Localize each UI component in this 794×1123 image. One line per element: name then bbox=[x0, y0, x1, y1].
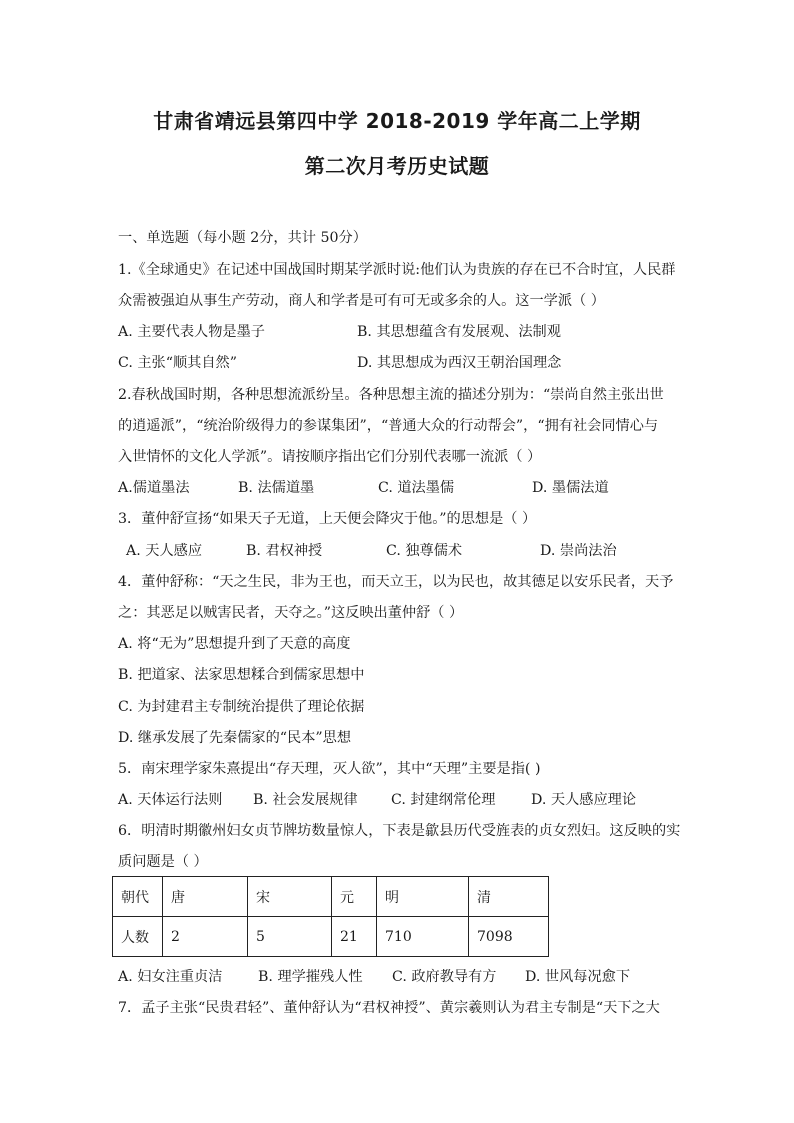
q2-option-c: C. 道法墨儒 bbox=[378, 480, 455, 496]
q4-option-d: D. 继承发展了先秦儒家的“民本”思想 bbox=[118, 730, 352, 746]
table-cell: 21 bbox=[332, 917, 377, 957]
q2-option-d: D. 墨儒法道 bbox=[532, 480, 609, 496]
table-row bbox=[113, 917, 549, 957]
q4-option-b: B. 把道家、法家思想糅合到儒家思想中 bbox=[118, 667, 365, 683]
q3-option-d: D. 崇尚法治 bbox=[540, 543, 617, 559]
q5-stem: 5．南宋理学家朱熹提出“存天理，灭人欲”，其中“天理”主要是指( ) bbox=[118, 761, 541, 777]
q6-option-a: A. 妇女注重贞洁 bbox=[118, 969, 223, 985]
q6-data-table bbox=[112, 876, 549, 957]
q4-option-a: A. 将“无为”思想提升到了天意的高度 bbox=[118, 636, 351, 652]
title-school-line: 甘肃省靖远县第四中学 2018-2019 学年高二上学期 bbox=[153, 109, 641, 133]
table-cell: 2 bbox=[163, 917, 248, 957]
q1-stem-line1: 1.《全球通史》在记述中国战国时期某学派时说:他们认为贵族的存在已不合时宜，人民群 bbox=[118, 262, 676, 278]
q2-stem-line2: 的逍遥派”，“统治阶级得力的参谋集团”，“普通大众的行动帮会”，“拥有社会同情心与 bbox=[118, 418, 659, 434]
table-cell: 710 bbox=[377, 917, 469, 957]
q1-option-a: A. 主要代表人物是墨子 bbox=[118, 324, 265, 340]
q2-option-a: A.儒道墨法 bbox=[118, 480, 190, 496]
q2-stem-line3: 入世情怀的文化人学派”。请按顺序指出它们分别代表哪一流派（ ） bbox=[118, 449, 542, 465]
table-cell: 人数 bbox=[113, 917, 163, 957]
q5-option-a: A. 天体运行法则 bbox=[118, 792, 223, 808]
q1-stem-line2: 众需被强迫从事生产劳动，商人和学者是可有可无或多余的人。这一学派（ ） bbox=[118, 293, 605, 309]
q4-stem-line2: 之：其恶足以贼害民者，天夺之。”这反映出董仲舒（ ） bbox=[118, 605, 464, 621]
q6-option-c: C. 政府教导有方 bbox=[392, 969, 497, 985]
table-cell: 明 bbox=[377, 877, 469, 917]
q4-stem-line1: 4．董仲舒称：“天之生民，非为王也，而天立王，以为民也，故其德足以安乐民者，天予 bbox=[118, 574, 674, 590]
q6-option-b: B. 理学摧残人性 bbox=[258, 969, 363, 985]
table-cell: 清 bbox=[469, 877, 549, 917]
q6-stem-line1: 6．明清时期徽州妇女贞节牌坊数量惊人，下表是歙县历代受旌表的贞女烈妇。这反映的实 bbox=[118, 823, 681, 839]
q2-option-b: B. 法儒道墨 bbox=[238, 480, 315, 496]
table-cell: 5 bbox=[248, 917, 332, 957]
q5-option-c: C. 封建纲常伦理 bbox=[391, 792, 496, 808]
title-exam-line: 第二次月考历史试题 bbox=[304, 154, 490, 178]
q3-option-b: B. 君权神授 bbox=[246, 543, 323, 559]
q5-option-d: D. 天人感应理论 bbox=[531, 792, 637, 808]
table-cell: 唐 bbox=[163, 877, 248, 917]
q3-option-a: A. 天人感应 bbox=[126, 543, 203, 559]
q7-stem-line1: 7．孟子主张“民贵君轻”、董仲舒认为“君权神授”、黄宗羲则认为君主专制是“天下之大 bbox=[118, 1000, 660, 1016]
table-cell: 朝代 bbox=[113, 877, 163, 917]
q6-stem-line2: 质问题是（ ） bbox=[118, 854, 208, 870]
q5-option-b: B. 社会发展规律 bbox=[253, 792, 358, 808]
section-heading: 一、单选题（每小题 2分，共计 50分） bbox=[118, 230, 367, 246]
q1-option-b: B. 其思想蕴含有发展观、法制观 bbox=[357, 324, 561, 340]
table-cell: 元 bbox=[332, 877, 377, 917]
q1-option-c: C. 主张“顺其自然” bbox=[118, 355, 238, 371]
q3-option-c: C. 独尊儒术 bbox=[386, 543, 463, 559]
q2-stem-line1: 2.春秋战国时期，各种思想流派纷呈。各种思想主流的描述分别为：“崇尚自然主张出世 bbox=[118, 387, 664, 403]
table-header-row bbox=[113, 877, 549, 917]
table-cell: 7098 bbox=[469, 917, 549, 957]
q6-option-d: D. 世风每况愈下 bbox=[525, 969, 631, 985]
q3-stem: 3．董仲舒宣扬“如果天子无道，上天便会降灾于他。”的思想是（ ） bbox=[118, 511, 537, 527]
q4-option-c: C. 为封建君主专制统治提供了理论依据 bbox=[118, 699, 365, 715]
table-cell: 宋 bbox=[248, 877, 332, 917]
q1-option-d: D. 其思想成为西汉王朝治国理念 bbox=[357, 355, 562, 371]
